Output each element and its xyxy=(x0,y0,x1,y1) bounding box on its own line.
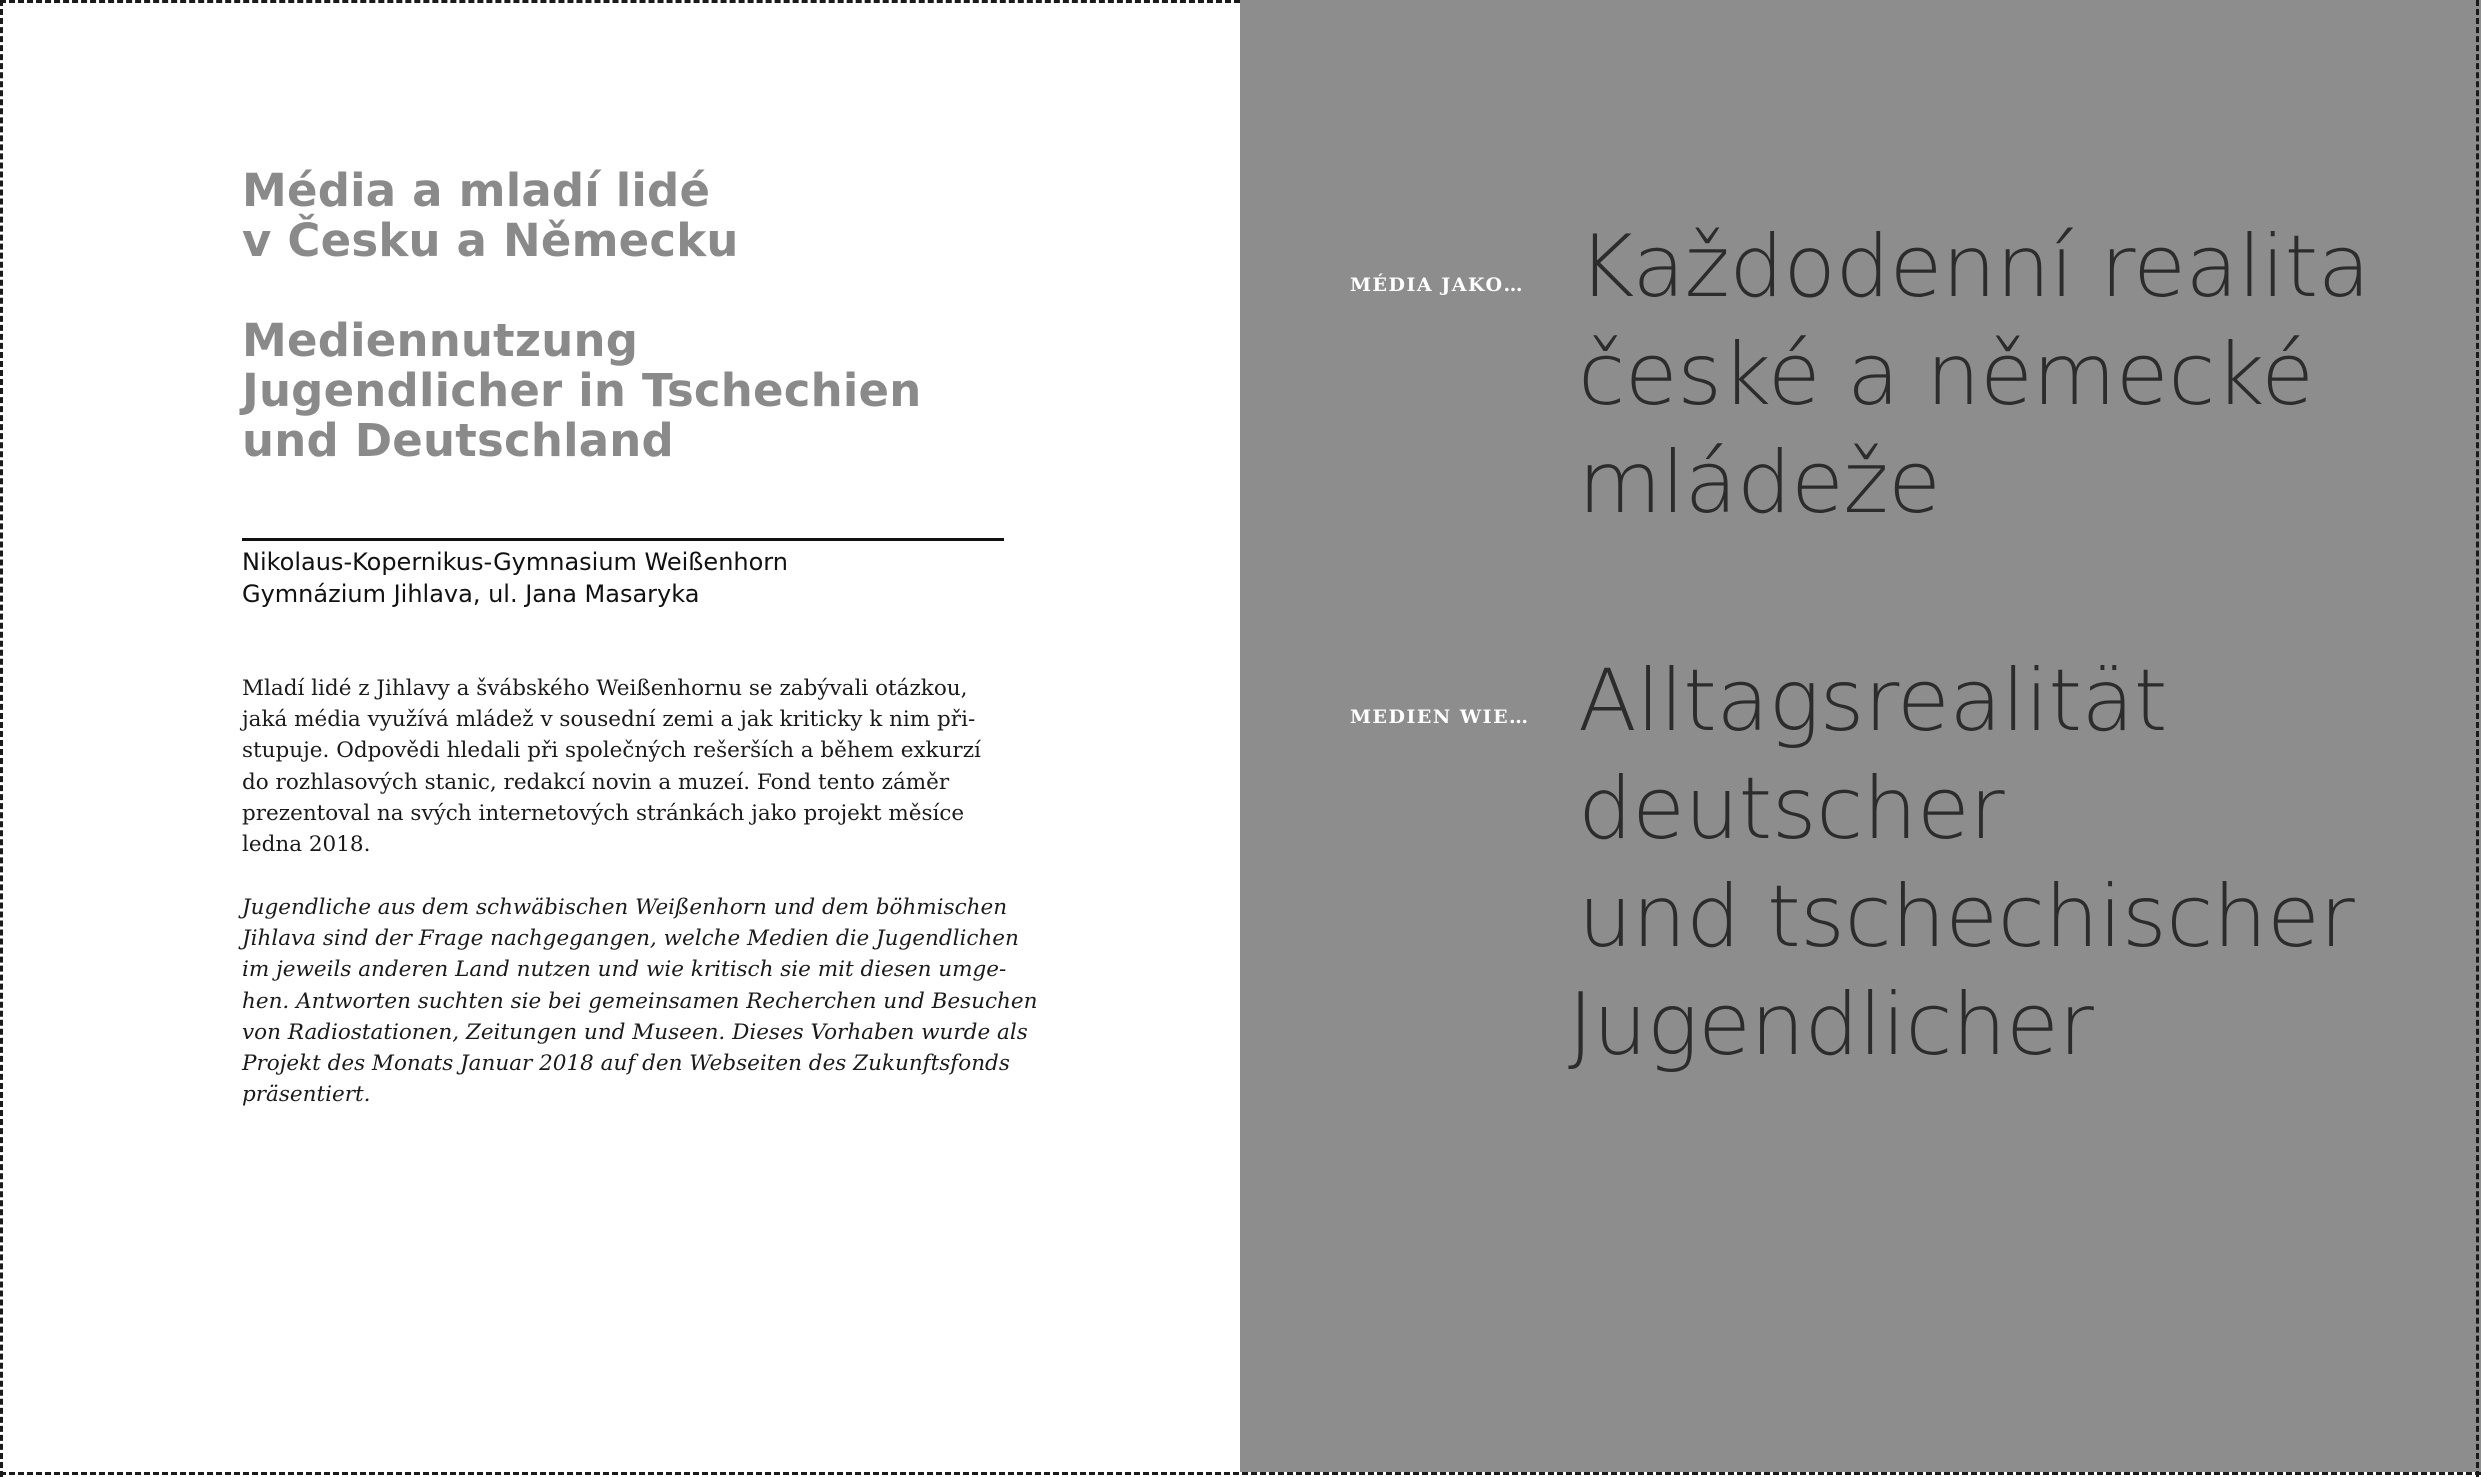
title-german-line: Jugendlicher in Tschechien xyxy=(242,364,922,417)
title-czech xyxy=(242,166,739,266)
body-text-german xyxy=(242,892,1038,1110)
body-line: hen. Antworten suchten sie bei gemeinsamen Recherchen und Besuchen xyxy=(242,988,1038,1014)
body-line: stupuje. Odpovědi hledali při společných rešerších a během exkurzí xyxy=(242,738,981,764)
title-german-line: und Deutschland xyxy=(242,414,674,467)
headline-line: Jugendlicher xyxy=(1568,975,2094,1075)
divider-rule xyxy=(242,538,1004,541)
section-label-czech: MÉDIA JAKO… xyxy=(1350,274,1525,296)
crop-border-right xyxy=(2476,0,2479,1477)
headline-line: Alltagsrealität xyxy=(1578,651,2167,751)
body-line: Projekt des Monats Januar 2018 auf den Webseiten des Zukunftsfonds xyxy=(242,1051,1010,1077)
headline-line: české a německé xyxy=(1578,325,2314,425)
body-line: ledna 2018. xyxy=(242,832,371,858)
body-line: jaká média využívá mládež v sousední zemi a jak kriticky k nim při- xyxy=(242,707,976,733)
title-german xyxy=(242,316,921,466)
headline-line: deutscher xyxy=(1578,759,2005,859)
body-line: von Radiostationen, Zeitungen und Museen. Dieses Vorhaben wurde als xyxy=(242,1019,1028,1045)
body-text-czech xyxy=(242,673,1002,860)
body-line: do rozhlasových stanic, redakcí novin a muzeí. Fond tento záměr xyxy=(242,769,950,795)
section-label-german: MEDIEN WIE… xyxy=(1350,706,1530,728)
school-name: Gymnázium Jihlava, ul. Jana Masaryka xyxy=(242,580,700,608)
body-line: präsentiert. xyxy=(242,1082,371,1108)
headline-line: mládeže xyxy=(1578,433,1941,533)
body-line: prezentoval na svých internetových stránkách jako projekt měsíce xyxy=(242,800,965,826)
crop-border-left xyxy=(0,0,3,1477)
title-german-line: Mediennutzung xyxy=(242,314,639,367)
body-line: im jeweils anderen Land nutzen und wie kritisch sie mit diesen umge- xyxy=(242,957,1007,983)
crop-border-top xyxy=(0,0,1240,3)
headline-czech xyxy=(1578,213,2370,537)
headline-line: und tschechischer xyxy=(1578,867,2355,967)
title-czech-line: Média a mladí lidé xyxy=(242,164,711,217)
title-czech-line: v Česku a Německu xyxy=(242,214,739,267)
headline-german xyxy=(1568,647,2355,1079)
school-names xyxy=(242,546,788,610)
body-line: Jihlava sind der Frage nachgegangen, welche Medien die Jugendlichen xyxy=(242,926,1019,952)
body-line: Jugendliche aus dem schwäbischen Weißenhorn und dem böhmischen xyxy=(242,895,1008,920)
crop-border-bottom xyxy=(0,1472,2481,1475)
headline-line: Každodenní realita xyxy=(1578,217,2370,317)
body-line: Mladí lidé z Jihlavy a švábského Weißenhornu se zabývali otázkou, xyxy=(242,676,968,701)
school-name: Nikolaus-Kopernikus-Gymnasium Weißenhorn xyxy=(242,548,788,576)
